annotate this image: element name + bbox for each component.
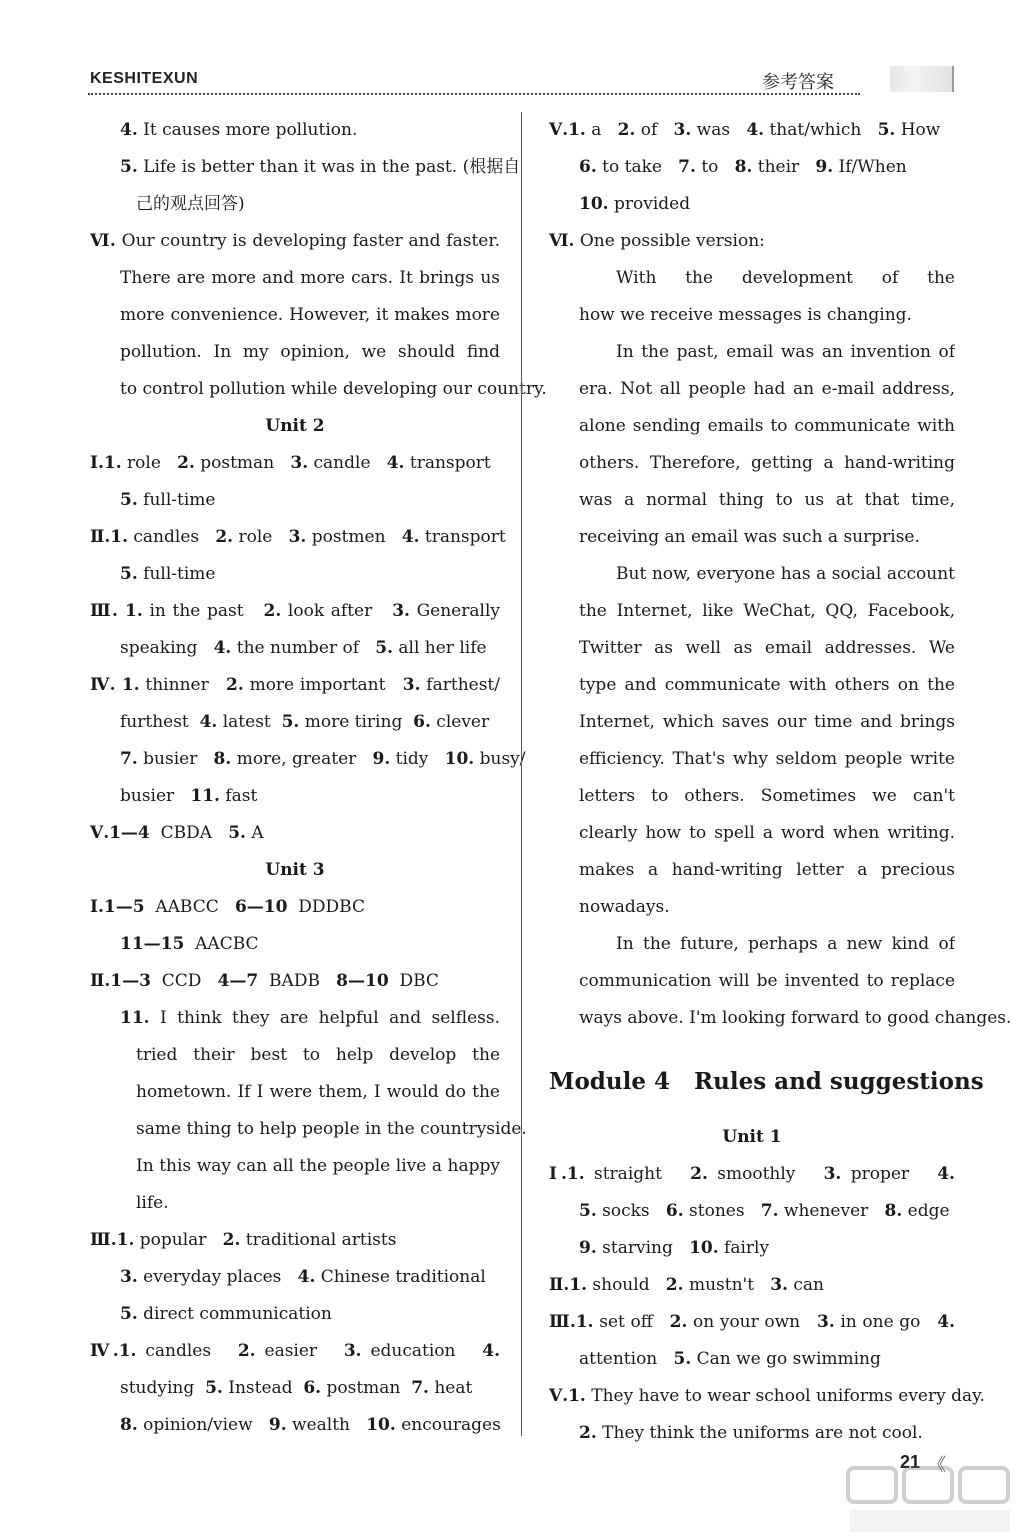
answer-line: 5. full-time [120,490,216,510]
answer-line: speaking 4. the number of 5. all her life [120,638,487,658]
page-header [0,0,1027,100]
answer-line: Ⅱ.1—3 CCD 4—7 BADB 8—10 DBC [90,971,439,991]
answer-line: 7. busier 8. more, greater 9. tidy 10. busy/ [120,749,526,769]
header-divider [88,93,860,95]
answer-line: Ⅲ. 1. in the past 2. look after 3. Generally [90,601,500,621]
answer-line: 8. opinion/view 9. wealth 10. encourages [120,1415,501,1435]
answer-line: same thing to help people in the countryside. [136,1119,527,1139]
answer-line: Ⅴ.1. a 2. of 3. was 4. that/which 5. How [549,120,941,140]
column-divider [521,112,522,1436]
answer-line: 己的观点回答) [136,194,245,214]
answer-line: furthest 4. latest 5. more tiring 6. clever [120,712,490,732]
answer-line: In the past, email was an invention of [616,342,955,362]
answer-line: communication will be invented to replace [579,971,955,991]
answer-line: alone sending emails to communicate with [579,416,955,436]
header-logo [890,66,954,92]
answer-line: Ⅵ. One possible version: [549,231,765,251]
answer-line: more convenience. However, it makes more [120,305,500,325]
answer-line: In the future, perhaps a new kind of [616,934,955,954]
answer-line: 3. everyday places 4. Chinese traditional [120,1267,486,1287]
answer-line: clearly how to spell a word when writing. [579,823,955,843]
answer-line: letters to others. Sometimes we can't [579,786,955,806]
answer-line: But now, everyone has a social account [616,564,955,584]
answer-line: 11—15 AACBC [120,934,259,954]
answer-line: Ⅰ.1—5 AABCC 6—10 DDDBC [90,897,365,917]
answer-line: Ⅱ.1. candles 2. role 3. postmen 4. transport [90,527,506,547]
watermark-logo [840,1460,1020,1536]
right-column [549,112,1012,1452]
answer-line: receiving an email was such a surprise. [579,527,920,547]
answer-line: Ⅵ. Our country is developing faster and faster. [90,231,500,251]
answer-line: With the development of the [616,268,955,288]
page-number: 21 [900,1452,921,1472]
answer-line: 6. to take 7. to 8. their 9. If/When [579,157,907,177]
answer-line: ways above. I'm looking forward to good changes. [579,1008,1012,1028]
page-arrow-icon: 《 [928,1455,946,1476]
answer-line: Ⅲ.1. set off 2. on your own 3. in one go 4. [549,1312,955,1332]
answer-line: makes a hand-writing letter a precious [579,860,955,880]
answer-line: 5. Life is better than it was in the past. (根据自 [120,157,521,177]
answer-line: Ⅰ.1. straight 2. smoothly 3. proper 4. [549,1164,955,1184]
answer-line: efficiency. That's why seldom people write [579,749,955,769]
answer-line: the Internet, like WeChat, QQ, Facebook, [579,601,955,621]
section-heading: Unit 2 [265,416,325,436]
answer-line: 11. I think they are helpful and selfless. [120,1008,500,1028]
answer-line: Twitter as well as email addresses. We [579,638,955,658]
answer-line: tried their best to help develop the [136,1045,500,1065]
answer-line: Ⅴ.1—4 CBDA 5. A [90,823,264,843]
brand-label: KESHITEXUN [90,70,199,87]
section-heading: Unit 3 [265,860,325,880]
answer-line: hometown. If I were them, I would do the [136,1082,500,1102]
answer-line: busier 11. fast [120,786,258,806]
answer-line: Internet, which saves our time and brings [579,712,955,732]
left-column [90,112,547,1444]
answer-line: studying 5. Instead 6. postman 7. heat [120,1378,473,1398]
answer-line: nowadays. [579,897,670,917]
answer-line: 9. starving 10. fairly [579,1238,770,1258]
answer-line: Ⅲ.1. popular 2. traditional artists [90,1230,397,1250]
answer-line: 5. direct communication [120,1304,332,1324]
answer-line: Ⅳ. 1. thinner 2. more important 3. farthest/ [90,675,500,695]
answer-line: type and communicate with others on the [579,675,955,695]
answer-line: era. Not all people had an e-mail address, [579,379,955,399]
answer-line: 5. socks 6. stones 7. whenever 8. edge [579,1201,950,1221]
answer-line: to control pollution while developing our country. [120,379,547,399]
answer-line: how we receive messages is changing. [579,305,912,325]
answer-line: Ⅰ.1. role 2. postman 3. candle 4. transport [90,453,491,473]
answer-line: others. Therefore, getting a hand-writing [579,453,955,473]
answer-line: There are more and more cars. It brings us [120,268,500,288]
answer-line: 4. It causes more pollution. [120,120,358,140]
answer-line: pollution. In my opinion, we should find [120,342,500,362]
answer-line: attention 5. Can we go swimming [579,1349,881,1369]
answer-line: was a normal thing to us at that time, [579,490,955,510]
header-title: 参考答案 [762,72,834,93]
answer-line: 2. They think the uniforms are not cool. [579,1423,923,1443]
answer-line: 10. provided [579,194,691,214]
section-heading: Unit 1 [722,1127,782,1147]
answer-line: life. [136,1193,169,1213]
answer-line: Ⅴ.1. They have to wear school uniforms every day. [549,1386,985,1406]
section-heading: Module 4 Rules and suggestions [549,1068,984,1095]
answer-line: Ⅱ.1. should 2. mustn't 3. can [549,1275,825,1295]
answer-line: In this way can all the people live a happy [136,1156,500,1176]
answer-line: Ⅳ.1. candles 2. easier 3. education 4. [90,1341,500,1361]
answer-line: 5. full-time [120,564,216,584]
